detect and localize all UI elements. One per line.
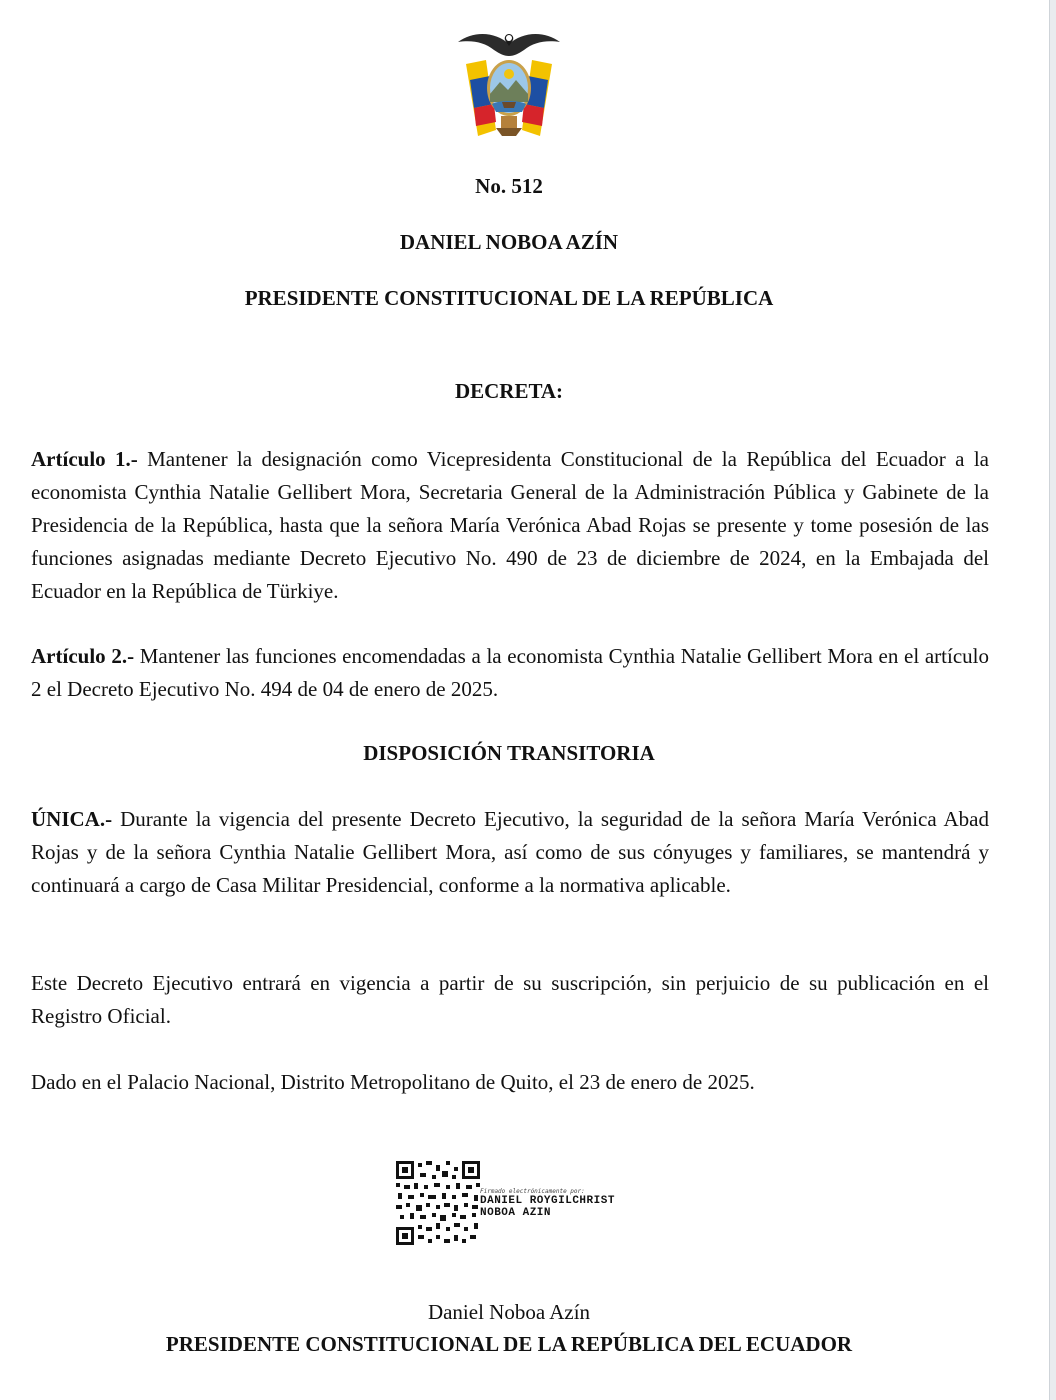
- ecuador-coat-of-arms-icon: [456, 24, 562, 142]
- unica-text: Durante la vigencia del presente Decreto Ejecutivo, la seguridad de la señora María Verónica Abad Rojas y de la señora Cynthia Natalie Gellibert Mora, así como de sus cónyuges y familiares, se mantendrá y continuará a cargo de Casa Militar Presidencial, conforme a la normativa aplicable.: [31, 807, 989, 897]
- stamp-name-line-1: DANIEL ROYGILCHRIST: [480, 1195, 615, 1207]
- article-1-label: Artículo 1.-: [31, 447, 138, 471]
- article-1-paragraph: [31, 443, 989, 608]
- unica-label: ÚNICA.-: [31, 807, 113, 831]
- stamp-caption: Firmado electrónicamente por:: [480, 1188, 585, 1195]
- article-2-paragraph: [31, 640, 989, 706]
- unica-paragraph: [31, 803, 989, 902]
- qr-code-icon: [396, 1161, 480, 1245]
- article-2-text: Mantener las funciones encomendadas a la economista Cynthia Natalie Gellibert Mora en el artículo 2 el Decreto Ejecutivo No. 494 de 04 de enero de 2025.: [31, 644, 989, 701]
- footer-signer-title: PRESIDENTE CONSTITUCIONAL DE LA REPÚBLICA DEL ECUADOR: [165, 1332, 853, 1356]
- stamp-name-line-2: NOBOA AZIN: [480, 1207, 552, 1219]
- page-edge: [1049, 0, 1056, 1400]
- signature-stamp: [396, 1161, 656, 1247]
- effect-paragraph: Este Decreto Ejecutivo entrará en vigencia a partir de su suscripción, sin perjuicio de su publicación en el Registro Oficial.: [31, 971, 989, 1028]
- dado-paragraph: Dado en el Palacio Nacional, Distrito Metropolitano de Quito, el 23 de enero de 2025.: [31, 1070, 755, 1094]
- article-1-text: Mantener la designación como Vicepresidenta Constitucional de la República del Ecuador a la economista Cynthia Natalie Gellibert Mora, Secretaria General de la Administración Pública y Gabinete de la Presidencia de la República, hasta que la señora María Verónica Abad Rojas se presente y tome posesión de las funciones asignadas mediante Decreto Ejecutivo No. 490 de 23 de diciembre de 2024, en la Embajada del Ecuador en la República de Türkiye.: [31, 447, 989, 603]
- transitional-heading: DISPOSICIÓN TRANSITORIA: [363, 741, 655, 765]
- decree-number: No. 512: [475, 174, 543, 198]
- decreta-heading: DECRETA:: [454, 379, 564, 403]
- signer-title-header: PRESIDENTE CONSTITUCIONAL DE LA REPÚBLICA: [244, 286, 774, 310]
- signer-name-header: DANIEL NOBOA AZÍN: [399, 230, 619, 254]
- article-2-label: Artículo 2.-: [31, 644, 135, 668]
- footer-signer-name: Daniel Noboa Azín: [427, 1300, 591, 1324]
